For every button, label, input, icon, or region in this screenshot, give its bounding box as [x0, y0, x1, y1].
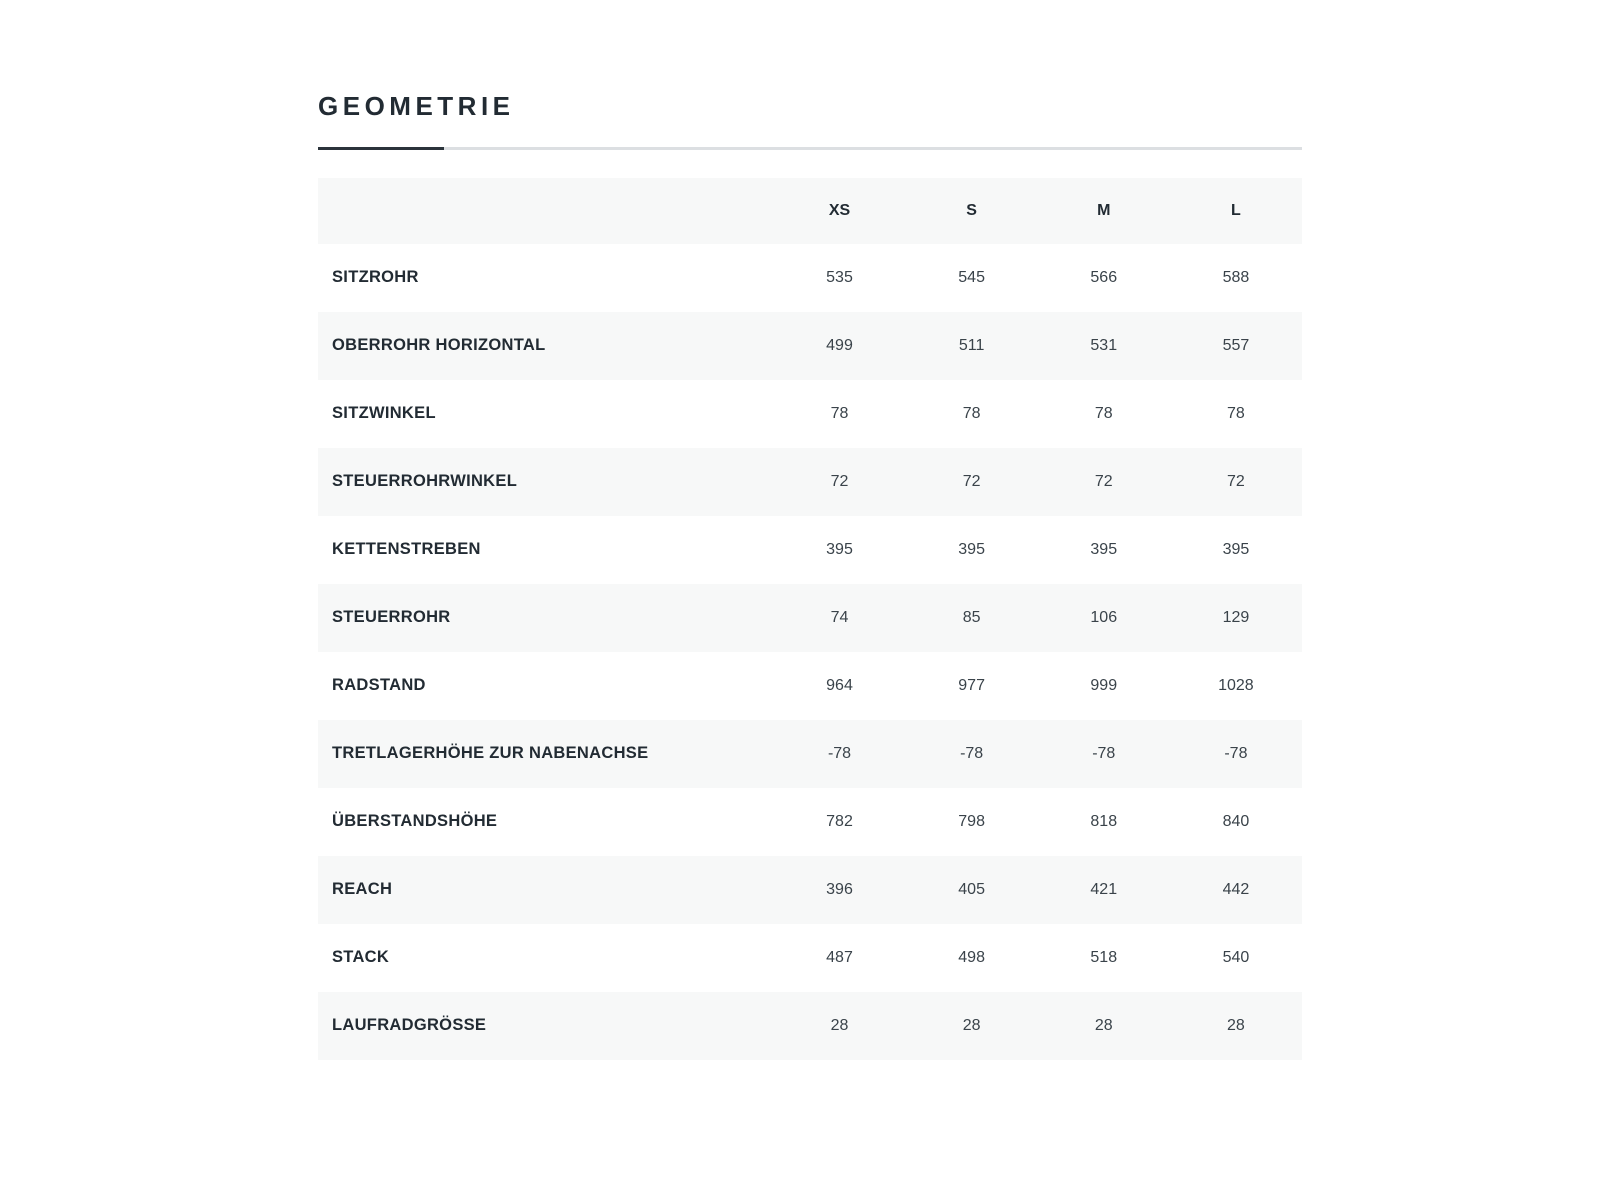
cell-s: 85 [906, 584, 1038, 652]
cell-m: 421 [1038, 856, 1170, 924]
cell-xs: 487 [773, 924, 905, 992]
row-label: OBERROHR HORIZONTAL [318, 312, 773, 380]
cell-m: 395 [1038, 516, 1170, 584]
cell-m: -78 [1038, 720, 1170, 788]
cell-s: 498 [906, 924, 1038, 992]
cell-l: -78 [1170, 720, 1302, 788]
cell-m: 566 [1038, 244, 1170, 312]
cell-m: 531 [1038, 312, 1170, 380]
row-label: SITZROHR [318, 244, 773, 312]
cell-xs: 28 [773, 992, 905, 1060]
row-label: STEUERROHR [318, 584, 773, 652]
cell-m: 999 [1038, 652, 1170, 720]
page-title: GEOMETRIE [318, 91, 515, 121]
cell-xs: 78 [773, 380, 905, 448]
cell-s: 977 [906, 652, 1038, 720]
cell-m: 78 [1038, 380, 1170, 448]
row-label: KETTENSTREBEN [318, 516, 773, 584]
cell-m: 72 [1038, 448, 1170, 516]
cell-l: 442 [1170, 856, 1302, 924]
cell-s: 798 [906, 788, 1038, 856]
cell-l: 588 [1170, 244, 1302, 312]
geometry-section [318, 92, 1302, 1060]
cell-xs: 396 [773, 856, 905, 924]
cell-s: 28 [906, 992, 1038, 1060]
table-row [318, 992, 1302, 1060]
cell-m: 518 [1038, 924, 1170, 992]
cell-s: 545 [906, 244, 1038, 312]
cell-l: 129 [1170, 584, 1302, 652]
table-header [318, 178, 1302, 244]
title-underline-divider [318, 147, 1302, 150]
table-body [318, 244, 1302, 1060]
row-label: LAUFRADGRÖSSE [318, 992, 773, 1060]
column-header-label [318, 178, 773, 244]
cell-l: 72 [1170, 448, 1302, 516]
cell-xs: 72 [773, 448, 905, 516]
cell-xs: 782 [773, 788, 905, 856]
cell-m: 28 [1038, 992, 1170, 1060]
table-row [318, 448, 1302, 516]
row-label: TRETLAGERHÖHE ZUR NABENACHSE [318, 720, 773, 788]
table-row [318, 788, 1302, 856]
table-row [318, 584, 1302, 652]
column-header-m: M [1038, 178, 1170, 244]
cell-l: 395 [1170, 516, 1302, 584]
cell-xs: 499 [773, 312, 905, 380]
cell-s: 72 [906, 448, 1038, 516]
cell-xs: 74 [773, 584, 905, 652]
cell-xs: 395 [773, 516, 905, 584]
cell-s: 78 [906, 380, 1038, 448]
cell-m: 818 [1038, 788, 1170, 856]
cell-l: 840 [1170, 788, 1302, 856]
cell-l: 78 [1170, 380, 1302, 448]
table-row [318, 244, 1302, 312]
cell-s: -78 [906, 720, 1038, 788]
cell-xs: 535 [773, 244, 905, 312]
cell-l: 540 [1170, 924, 1302, 992]
row-label: ÜBERSTANDSHÖHE [318, 788, 773, 856]
column-header-l: L [1170, 178, 1302, 244]
row-label: REACH [318, 856, 773, 924]
cell-l: 1028 [1170, 652, 1302, 720]
table-row [318, 924, 1302, 992]
table-row [318, 720, 1302, 788]
cell-l: 28 [1170, 992, 1302, 1060]
column-header-s: S [906, 178, 1038, 244]
table-row [318, 856, 1302, 924]
table-row [318, 380, 1302, 448]
table-header-row [318, 178, 1302, 244]
table-row [318, 652, 1302, 720]
cell-xs: -78 [773, 720, 905, 788]
table-row [318, 516, 1302, 584]
cell-s: 511 [906, 312, 1038, 380]
row-label: RADSTAND [318, 652, 773, 720]
cell-l: 557 [1170, 312, 1302, 380]
cell-m: 106 [1038, 584, 1170, 652]
row-label: STEUERROHRWINKEL [318, 448, 773, 516]
column-header-xs: XS [773, 178, 905, 244]
row-label: SITZWINKEL [318, 380, 773, 448]
row-label: STACK [318, 924, 773, 992]
table-row [318, 312, 1302, 380]
cell-s: 395 [906, 516, 1038, 584]
cell-s: 405 [906, 856, 1038, 924]
geometry-table [318, 178, 1302, 1060]
cell-xs: 964 [773, 652, 905, 720]
